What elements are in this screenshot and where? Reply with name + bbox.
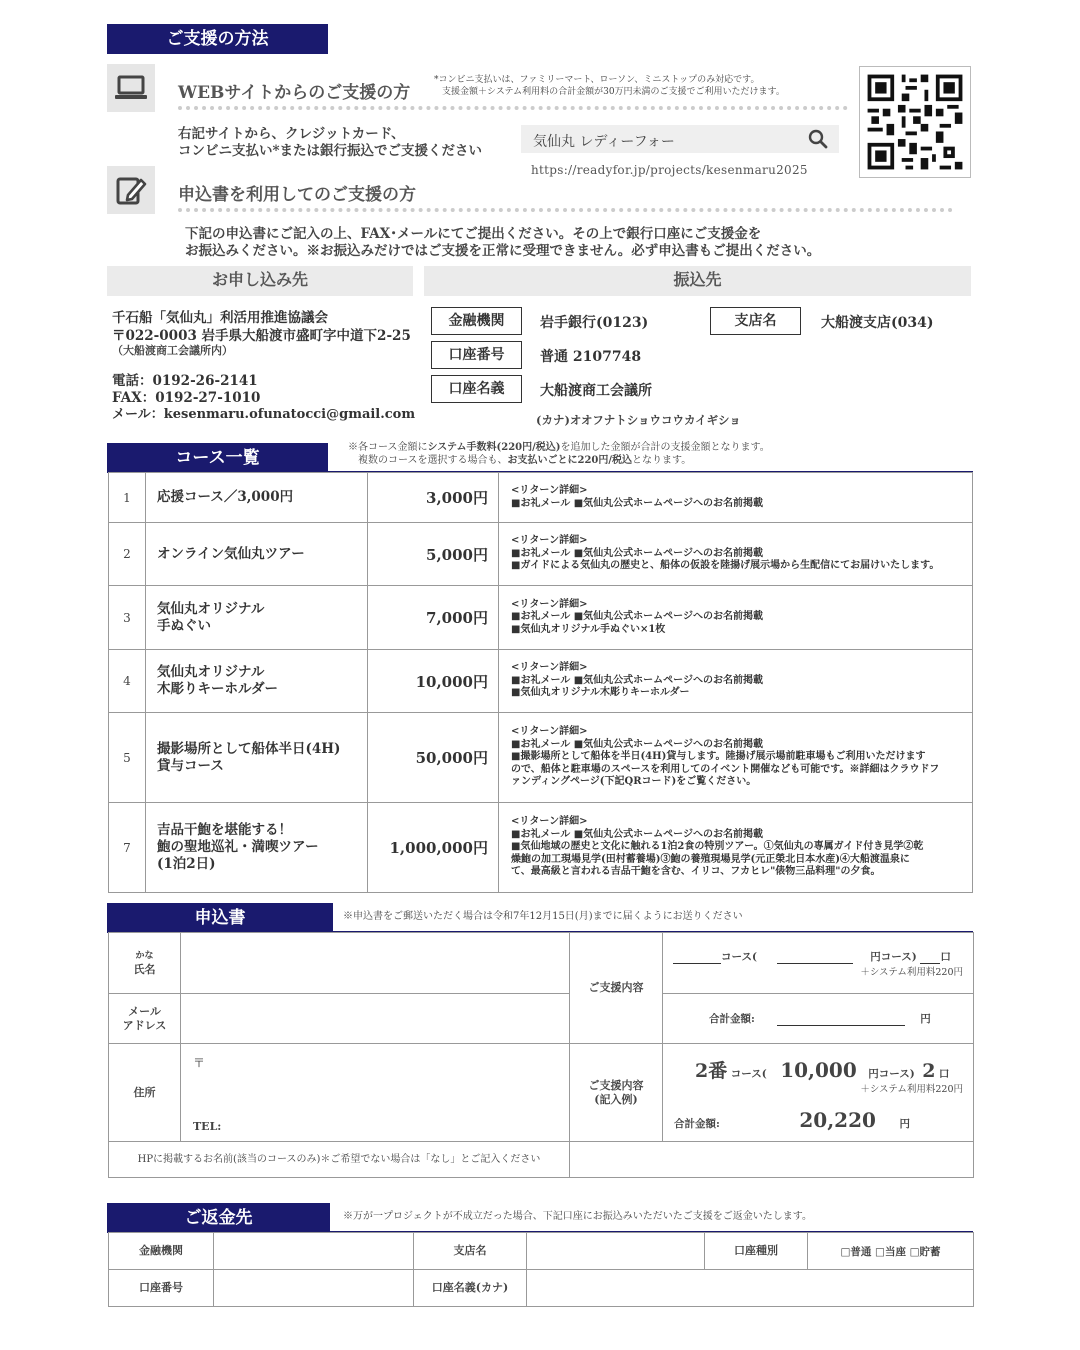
total-label: 合計金額: xyxy=(709,1013,755,1025)
refund-account-type-options[interactable]: □普通 □当座 □貯蓄 xyxy=(808,1233,974,1270)
mail-label xyxy=(109,994,181,1044)
detail-line: <リターン詳細> xyxy=(511,598,588,610)
bank-name-value: 岩手銀行(0123) xyxy=(540,315,649,331)
detail-line: ■お礼メール ■気仙丸公式ホームページへのお名前掲載 xyxy=(511,828,763,840)
course-note-line1 xyxy=(348,442,770,454)
course-note-emphasis: お支払いごとに220円/税込 xyxy=(507,455,633,466)
example-total-line xyxy=(674,1108,910,1132)
detail-line: ■お礼メール ■気仙丸公式ホームページへのお名前掲載 xyxy=(511,497,763,509)
course-detail xyxy=(499,473,973,523)
form-support-title: 申込書を利用してのご支援の方 xyxy=(178,185,416,205)
mail-label-line: メール xyxy=(128,1004,161,1018)
detail-line: <リターン詳細> xyxy=(511,816,588,828)
unit-word: 口 xyxy=(940,950,951,963)
detail-line: て、最高級と言われる吉品干鮑を含む、イリコ、フカヒレ"俵物三品料理"の夕食。 xyxy=(511,866,881,878)
course-name xyxy=(146,650,368,713)
refund-bank-label: 金融機関 xyxy=(109,1233,214,1270)
course-price: 1,000,000円 xyxy=(368,803,499,893)
course-row[interactable] xyxy=(109,803,973,893)
course-note-part: を追加した金額が合計の支援金額となります。 xyxy=(560,442,770,453)
course-detail xyxy=(499,803,973,893)
course-row[interactable] xyxy=(109,523,973,586)
branch-value: 大船渡支店(034) xyxy=(821,315,934,331)
account-number-value: 普通 2107748 xyxy=(540,349,642,365)
course-word: コース( xyxy=(721,950,757,963)
course-note-part: 複数のコースを選択する場合も、 xyxy=(358,455,508,466)
address-label: 住所 xyxy=(109,1044,181,1142)
apply-org: 千石船「気仙丸」利活用推進協議会 xyxy=(112,310,328,326)
heading-rule xyxy=(107,52,328,54)
yen-word: 円 xyxy=(920,1013,931,1025)
course-price: 50,000円 xyxy=(368,713,499,803)
web-note-line1: *コンビニ支払いは、ファミリーマート、ローソン、ミニストップのみ対応です。 xyxy=(434,75,760,85)
course-number: 3 xyxy=(109,586,146,650)
hp-name-label: HPに掲載するお名前(該当のコースのみ)＊ご希望でない場合は「なし」とご記入ください xyxy=(109,1142,570,1178)
amount-blank[interactable] xyxy=(777,963,853,964)
refund-holder-kana-field[interactable] xyxy=(527,1270,974,1307)
example-line xyxy=(695,1056,949,1083)
refund-holder-kana-label: 口座名義(カナ) xyxy=(414,1270,527,1307)
course-name xyxy=(146,803,368,893)
course-name-line: 木彫りキーホルダー xyxy=(157,681,278,697)
course-price: 5,000円 xyxy=(368,523,499,586)
refund-account-number-field[interactable] xyxy=(214,1270,414,1307)
course-price: 3,000円 xyxy=(368,473,499,523)
account-holder-value: 大船渡商工会議所 xyxy=(540,383,652,399)
detail-line: ■ガイドによる気仙丸の歴史と、船体の仮設を陸揚げ展示場から生配信にてお届けいたします。 xyxy=(511,560,940,572)
detail-line: ■お礼メール ■気仙丸公式ホームページへのお名前掲載 xyxy=(511,674,763,686)
kana-label: かな xyxy=(135,951,154,961)
dotted-divider xyxy=(178,106,848,110)
name-field[interactable] xyxy=(181,933,570,994)
course-row[interactable] xyxy=(109,586,973,650)
support-method-heading: ご支援の方法 xyxy=(107,24,328,54)
course-name-line: 撮影場所として船体半日(4H) xyxy=(157,740,341,757)
course-table xyxy=(108,472,973,893)
web-note-line2: 支援金額＋システム利用料の合計金額が30万円未満のご支援でご利用いただけます。 xyxy=(442,87,785,97)
system-fee-note: ＋システム利用料220円 xyxy=(860,966,963,978)
course-name-line: オンライン気仙丸ツアー xyxy=(157,545,305,562)
hp-name-field[interactable] xyxy=(570,1142,974,1178)
application-form-table xyxy=(108,932,974,1178)
yen-course-word: 円コース) xyxy=(870,950,917,963)
course-detail xyxy=(499,586,973,650)
apply-address: 〒022-0003 岩手県大船渡市盛町字中道下2-25 xyxy=(112,328,411,344)
refund-table xyxy=(108,1232,974,1307)
total-label: 合計金額: xyxy=(674,1118,720,1130)
web-desc-line1: 右記サイトから、クレジットカード、 xyxy=(178,126,405,142)
course-number: 2 xyxy=(109,523,146,586)
project-url[interactable]: https://readyfor.jp/projects/kesenmaru2025 xyxy=(531,163,808,177)
form-icon xyxy=(107,166,155,214)
apply-tel: 電話：0192-26-2141 xyxy=(112,373,258,389)
course-row[interactable] xyxy=(109,713,973,803)
bank-name-label: 金融機関 xyxy=(431,307,522,335)
laptop-icon xyxy=(107,64,155,112)
mail-label-line: アドレス xyxy=(122,1018,167,1032)
search-box-text: 気仙丸 レディーフォー xyxy=(533,134,675,150)
web-support-title: WEBサイトからのご支援の方 xyxy=(178,83,411,103)
example-label xyxy=(570,1044,663,1142)
dotted-divider xyxy=(178,208,953,212)
yen-word: 円 xyxy=(899,1118,910,1130)
detail-line: <リターン詳細> xyxy=(511,485,588,496)
example-qty: 2 xyxy=(922,1060,936,1082)
course-name-line: 応援コース／3,000円 xyxy=(157,489,294,505)
search-icon[interactable] xyxy=(808,129,828,153)
form-desc-line1: 下記の申込書にご記入の上、FAX･メールにてご提出ください。その上で銀行口座にご支援金を xyxy=(185,226,762,242)
course-name-line: 手ぬぐい xyxy=(157,617,211,634)
course-name-line: 吉品干鮑を堪能する！ xyxy=(157,822,292,838)
account-holder-label: 口座名義 xyxy=(431,375,522,403)
course-entry-line xyxy=(673,949,963,964)
qr-code xyxy=(859,66,971,178)
course-name xyxy=(146,473,368,523)
example-number: 2番 xyxy=(695,1060,728,1082)
support-content-field[interactable] xyxy=(663,933,974,994)
account-holder-kana: (カナ)オオフナトショウコウカイギショ xyxy=(536,413,741,427)
course-number: 7 xyxy=(109,803,146,893)
detail-line: 燥鮑の加工現場見学(田村蓄養場)③鮑の養殖現場見学(元正榮北日本水産)④大船渡温泉に xyxy=(511,853,910,865)
course-name xyxy=(146,586,368,650)
detail-line: ので、船体と駐車場のスペースを利用してのイベント開催なども可能です。※詳細はクラウドフ xyxy=(511,763,940,775)
course-number: 5 xyxy=(109,713,146,803)
course-price: 10,000円 xyxy=(368,650,499,713)
form-desc-line2: お振込みください。※お振込みだけではご支援を正常に受理できません。必ず申込書もご提出ください。 xyxy=(185,243,821,259)
support-content-label: ご支援内容 xyxy=(570,933,663,1044)
apply-fax: FAX：0192-27-1010 xyxy=(112,390,261,406)
apply-mail: メール：kesenmaru.ofunatocci@gmail.com xyxy=(112,407,416,422)
unit-word: 口 xyxy=(938,1068,950,1080)
refund-account-type-label: 口座種別 xyxy=(705,1233,808,1270)
refund-branch-field[interactable] xyxy=(527,1233,705,1270)
example-label-line: (記入例) xyxy=(594,1092,638,1106)
course-name-line: 気仙丸オリジナル xyxy=(157,600,265,617)
example-total: 20,220 xyxy=(799,1108,876,1132)
detail-line: ■気仙丸オリジナル木彫りキーホルダー xyxy=(511,687,690,699)
detail-line: <リターン詳細> xyxy=(511,726,588,738)
search-box[interactable] xyxy=(521,125,839,153)
example-content xyxy=(663,1044,974,1142)
total-blank[interactable] xyxy=(777,1025,905,1026)
detail-line: ■お礼メール ■気仙丸公式ホームページへのお名前掲載 xyxy=(511,738,763,750)
course-name-line: 鮑の聖地巡礼・満喫ツアー xyxy=(157,839,319,855)
course-row[interactable] xyxy=(109,473,973,523)
detail-line: <リターン詳細> xyxy=(511,662,588,674)
course-row[interactable] xyxy=(109,650,973,713)
course-detail xyxy=(499,650,973,713)
example-amount: 10,000 xyxy=(780,1058,857,1082)
kana-name-label xyxy=(109,933,181,994)
course-note-part: ※各コース金額に xyxy=(348,442,428,453)
web-desc-line2: コンビニ支払い*または銀行振込でご支援ください xyxy=(178,143,483,159)
course-name xyxy=(146,523,368,586)
branch-label: 支店名 xyxy=(710,307,801,335)
detail-line: <リターン詳細> xyxy=(511,535,588,547)
detail-line: ■気仙丸オリジナル手ぬぐい×1枚 xyxy=(511,623,666,635)
detail-line: ■気仙地域の歴史と文化に触れる1泊2食の特別ツアー。①気仙丸の専属ガイド付き見学②乾 xyxy=(511,841,924,853)
apply-to-heading: お申し込み先 xyxy=(107,266,413,296)
course-number-blank[interactable] xyxy=(673,963,721,964)
name-label: 氏名 xyxy=(133,963,156,976)
bank-heading: 振込先 xyxy=(424,266,971,296)
tel-label: TEL: xyxy=(193,1120,222,1133)
refund-bank-field[interactable] xyxy=(214,1233,414,1270)
total-field[interactable] xyxy=(663,994,974,1044)
course-note-emphasis: システム手数料(220円/税込) xyxy=(427,442,561,453)
example-label-line: ご支援内容 xyxy=(588,1078,644,1092)
detail-line: ■お礼メール ■気仙丸公式ホームページへのお名前掲載 xyxy=(511,611,763,623)
system-fee-note: ＋システム利用料220円 xyxy=(860,1084,963,1095)
course-word: コース( xyxy=(730,1068,767,1080)
detail-line: ■撮影場所として船体を半日(4H)貸与します。陸揚げ展示場前駐車場もご利用いただけます xyxy=(511,751,926,763)
refund-account-number-label: 口座番号 xyxy=(109,1270,214,1307)
detail-line: ■お礼メール ■気仙丸公式ホームページへのお名前掲載 xyxy=(511,547,763,559)
apply-address-sub: （大船渡商工会議所内） xyxy=(112,344,233,357)
course-number: 1 xyxy=(109,473,146,523)
refund-branch-label: 支店名 xyxy=(414,1233,527,1270)
course-detail xyxy=(499,523,973,586)
refund-note: ※万が一プロジェクトが不成立だった場合、下記口座にお振込みいただいたご支援をご返金いたします。 xyxy=(343,1211,812,1222)
account-number-label: 口座番号 xyxy=(431,341,522,369)
address-field[interactable] xyxy=(181,1044,570,1142)
detail-line: ァンディングページ(下記QRコード)をご覧ください。 xyxy=(511,776,757,788)
form-note: ※申込書をご郵送いただく場合は令和7年12月15日(月)までに届くようにお送りください xyxy=(343,911,743,922)
course-note-part: となります。 xyxy=(632,455,692,466)
yen-course-word: 円コース) xyxy=(868,1068,915,1080)
course-name-line: 気仙丸オリジナル xyxy=(157,664,265,680)
course-name-line: (1泊2日) xyxy=(157,856,216,872)
course-number: 4 xyxy=(109,650,146,713)
course-note-line2 xyxy=(358,455,691,467)
course-name-line: 貸与コース xyxy=(157,757,224,774)
course-name xyxy=(146,713,368,803)
mail-field[interactable] xyxy=(181,994,570,1044)
course-list-heading: コース一覧 xyxy=(107,443,328,473)
refund-heading: ご返金先 xyxy=(107,1203,330,1233)
postal-mark: 〒 xyxy=(193,1056,206,1070)
course-detail xyxy=(499,713,973,803)
application-form-heading: 申込書 xyxy=(107,903,333,933)
course-price: 7,000円 xyxy=(368,586,499,650)
